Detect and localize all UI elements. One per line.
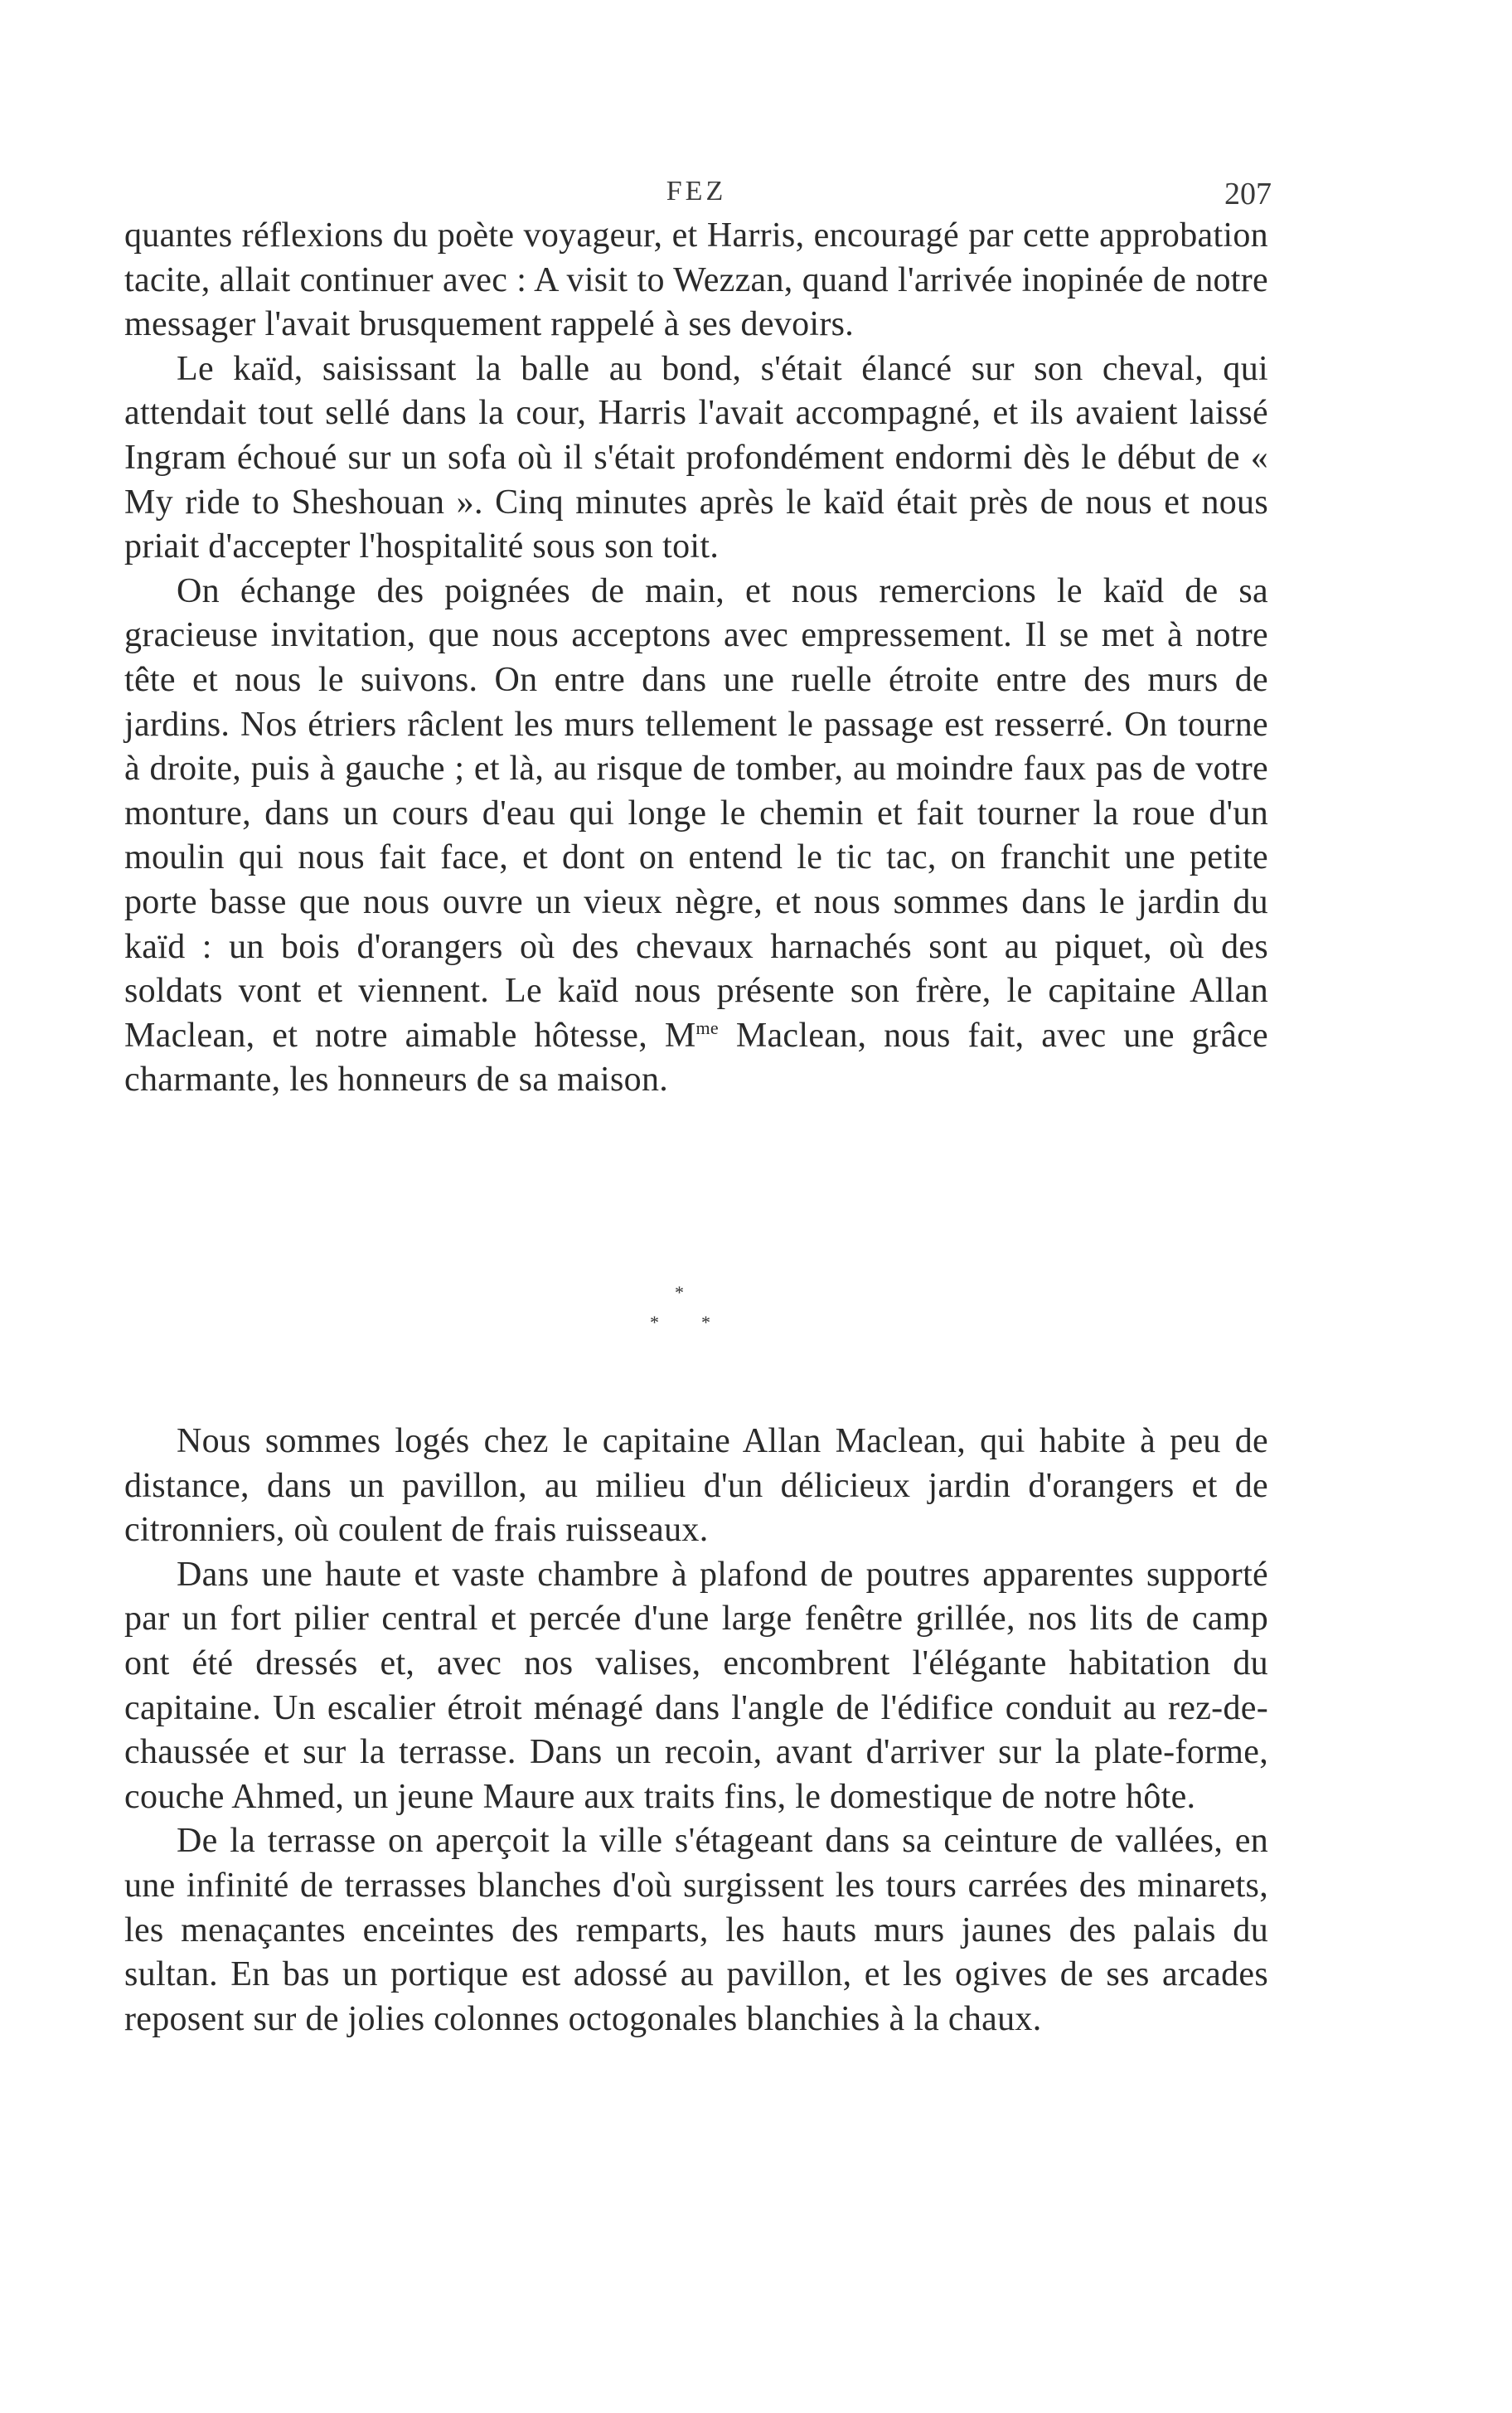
paragraph-chamber: Dans une haute et vaste chambre à plafond de poutres apparentes supporté par un fort pilier central et percée d'une large fenêtre grillée, nos lits de camp ont été dressés et, avec nos valises, encombrent l'élégante habitation du capitaine. Un escalier étroit ménagé dans l'angle de l'édifice conduit au rez-de-chaussée et sur la terrasse. Dans un recoin, avant d'arriver sur la plate-forme, couche Ahmed, un jeune Maure aux traits fins, le domestique de notre hôte. [124, 1555, 1268, 1816]
page-number: 207 [1224, 177, 1272, 211]
running-title: FEZ [666, 176, 727, 206]
text-section-1 [124, 214, 1268, 1103]
running-head [0, 176, 1512, 217]
asterism-star: * [675, 1282, 684, 1303]
asterism-star: * [650, 1312, 659, 1333]
paragraph-garden-text-end: Maclean, nous fait, avec une grâce charmante, les honneurs de sa maison. [124, 1016, 1268, 1100]
paragraph-lodging: Nous sommes logés chez le capitaine Allan Maclean, qui habite à peu de distance, dans un pavillon, au milieu d'un délicieux jardin d'orangers et de citronniers, où coulent de frais ruisseaux. [124, 1422, 1268, 1550]
paragraph-garden-text: On échange des poignées de main, et nous remercions le kaïd de sa gracieuse invitation, que nous acceptons avec empressement. Il se met à notre tête et nous le suivons. On entre dans une ruelle étroite entre des murs de jardins. Nos étriers râclent les murs tellement le passage est resserré. On tourne à droite, puis à gauche ; et là, au risque de tomber, au moindre faux pas de votre monture, dans un cours d'eau qui longe le chemin et fait tourner la roue d'un moulin qui nous fait face, et dont on entend le tic tac, on franchit une petite porte basse que nous ouvre un vieux nègre, et nous sommes dans le jardin du kaïd : un bois d'orangers où des chevaux harnachés sont au piquet, où des soldats vont et viennent. Le kaïd nous présente son frère, le capitaine Allan Maclean, et notre aimable hôtesse, M [124, 571, 1268, 1055]
paragraph-kaid-departure: Le kaïd, saisissant la balle au bond, s'était élancé sur son cheval, qui attendait tout sellé dans la cour, Harris l'avait accompagné, et ils avaient laissé Ingram échoué sur un sofa où il s'était profondément endormi dès le début de « My ride to Sheshouan ». Cinq minutes après le kaïd était près de nous et nous priait d'accepter l'hospitalité sous son toit. [124, 349, 1268, 566]
asterism-separator [638, 1284, 729, 1342]
paragraph-terrace: De la terrasse on aperçoit la ville s'étageant dans sa ceinture de vallées, en une infinité de terrasses blanches d'où surgissent les tours carrées des minarets, les menaçantes enceintes des remparts, les hauts murs jaunes des palais du sultan. En bas un portique est adossé au pavillon, et les ogives de ses arcades reposent sur de jolies colonnes octogonales blanchies à la chaux. [124, 1822, 1268, 2038]
paragraph-garden-arrival [124, 570, 1268, 1103]
paragraph-continuation: quantes réflexions du poète voyageur, et Harris, encouragé par cette approbation tacite, allait continuer avec : A visit to Wezzan, quand l'arrivée inopinée de notre messager l'avait brusquement rappelé à ses devoirs. [124, 216, 1268, 344]
superscript-me: me [695, 1017, 719, 1038]
text-section-2 [124, 1420, 1268, 2042]
asterism-star: * [701, 1312, 710, 1333]
